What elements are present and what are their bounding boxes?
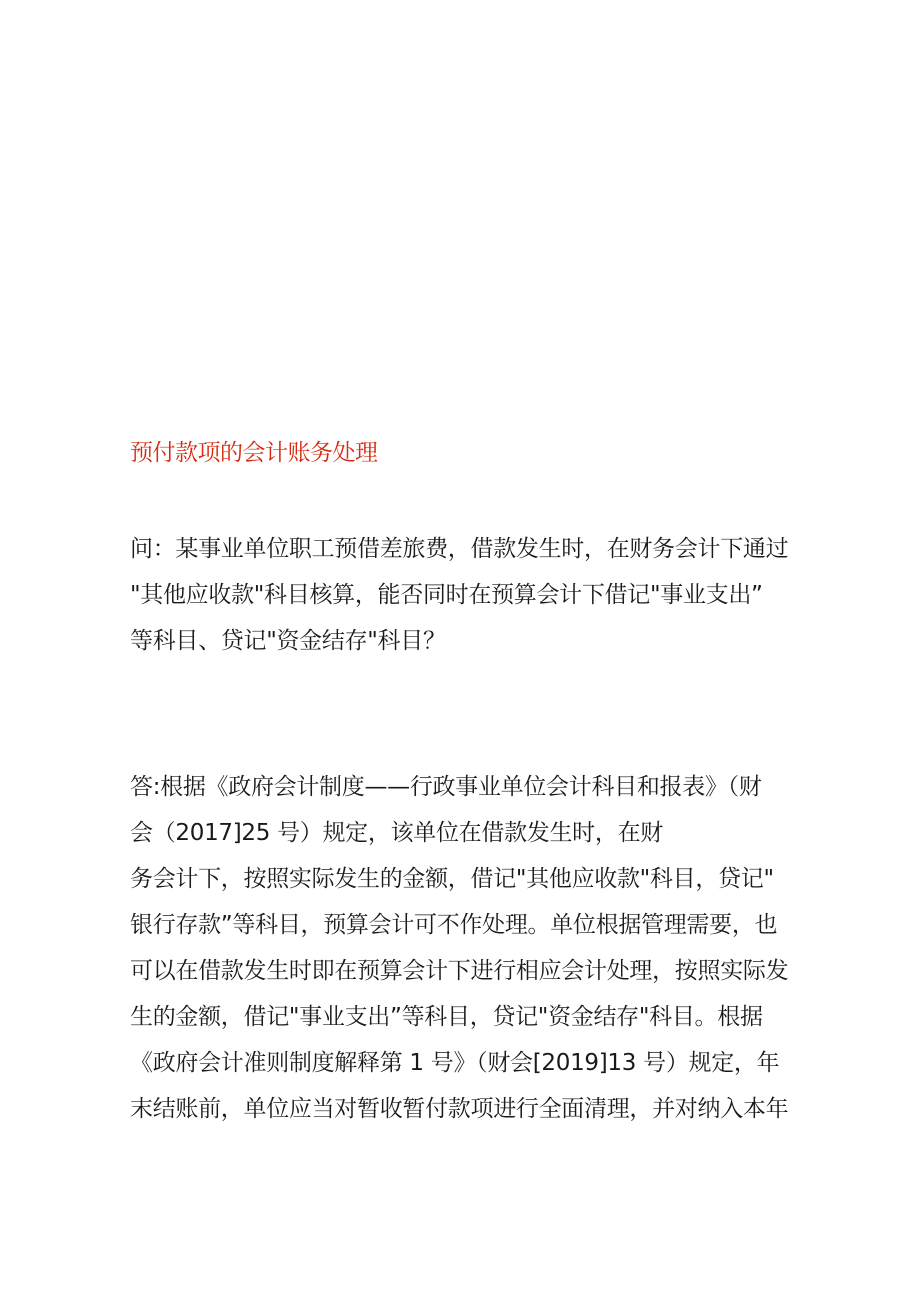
answer-line: 生的金额，借记"事业支出”等科目，贷记"资金结存"科目。根据	[130, 1004, 763, 1030]
answer-line: 末结账前，单位应当对暂收暂付款项进行全面清理，并对纳入本年	[130, 1096, 789, 1122]
answer-paragraph	[130, 764, 810, 1132]
answer-line: 答:根据《政府会计制度——行政事业单位会计科目和报表》（财	[130, 774, 762, 800]
answer-line: 银行存款”等科目，预算会计可不作处理。单位根据管理需要，也	[130, 912, 778, 938]
answer-line: 务会计下，按照实际发生的金额，借记"其他应收款"科目，贷记"	[130, 866, 774, 892]
answer-line: 会（2017]25 号）规定，该单位在借款发生时，在财	[130, 820, 663, 846]
question-paragraph	[130, 526, 810, 664]
document-title: 预付款项的会计账务处理	[130, 440, 378, 466]
question-line: 问：某事业单位职工预借差旅费，借款发生时，在财务会计下通过	[130, 536, 789, 562]
question-line: 等科目、贷记"资金结存"科目？	[130, 628, 446, 654]
answer-line: 可以在借款发生时即在预算会计下进行相应会计处理，按照实际发	[130, 958, 789, 984]
question-line: "其他应收款"科目核算，能否同时在预算会计下借记"事业支出”	[130, 582, 763, 608]
answer-line: 《政府会计准则制度解释第 1 号》（财会[2019]13 号）规定，年	[130, 1050, 780, 1076]
